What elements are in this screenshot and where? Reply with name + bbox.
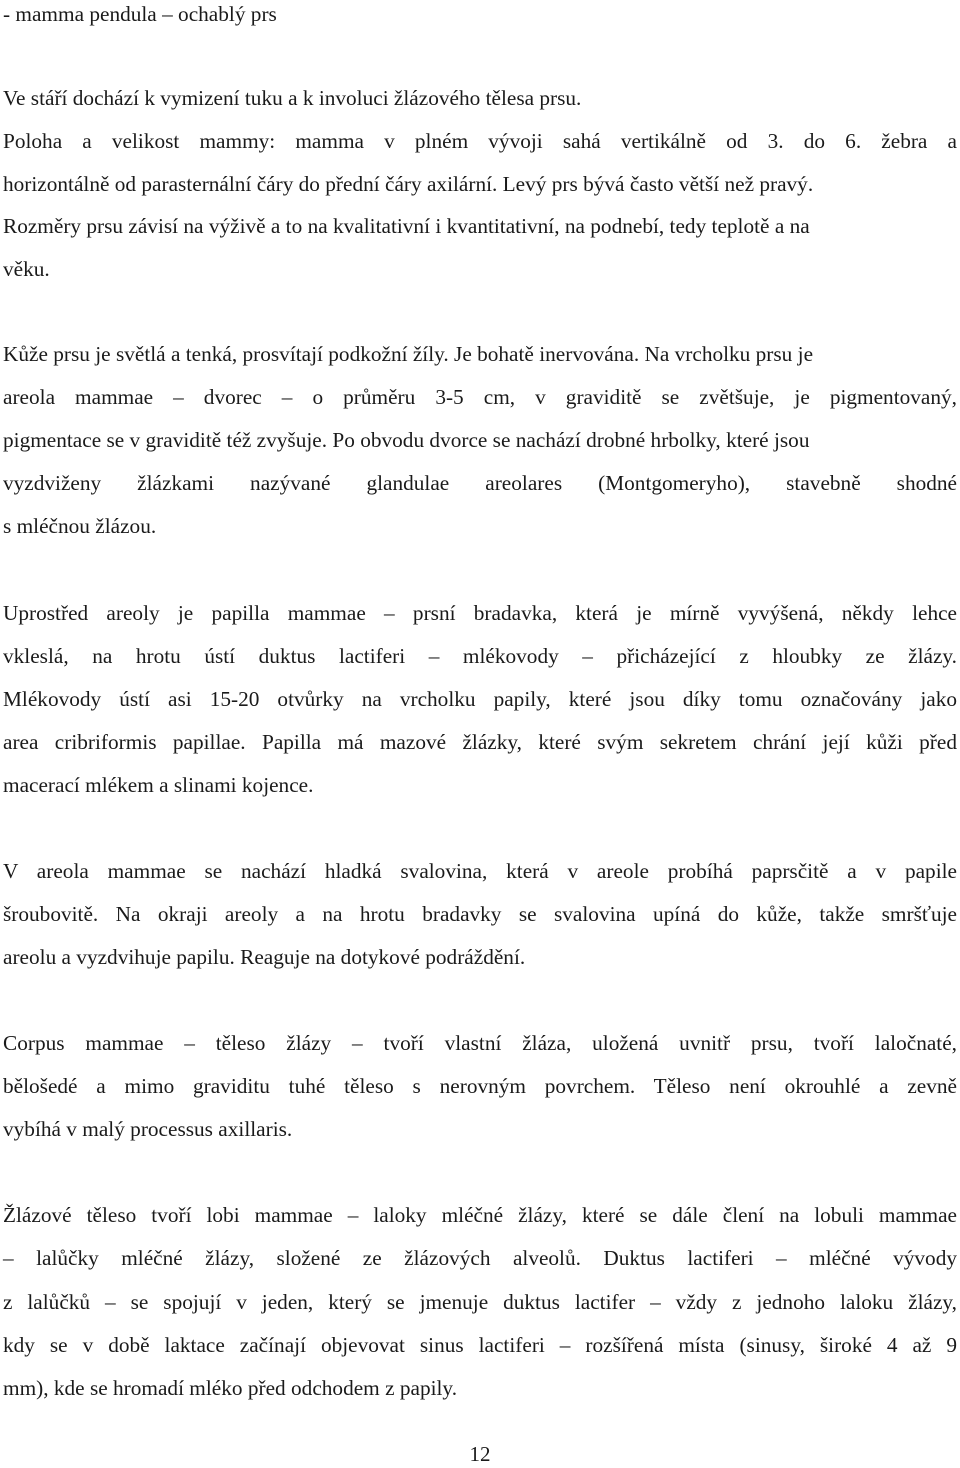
- text-line: Uprostřed areoly je papilla mammae – prsní bradavka, která je mírně vyvýšená, někdy lehce: [3, 601, 957, 625]
- text-line: Žlázové těleso tvoří lobi mammae – laloky mléčné žlázy, které se dále člení na lobuli mammae: [3, 1203, 957, 1227]
- text-line: pigmentace se v graviditě též zvyšuje. Po obvodu dvorce se nachází drobné hrbolky, které jsou: [3, 428, 810, 452]
- text-line: macerací mlékem a slinami kojence.: [3, 773, 314, 797]
- text-line: horizontálně od parasternální čáry do přední čáry axilární. Levý prs bývá často větší než pravý.: [3, 172, 814, 196]
- text-line: areola mammae – dvorec – o průměru 3-5 cm, v graviditě se zvětšuje, je pigmentovaný,: [3, 385, 957, 409]
- text-line: z lalůčků – se spojují v jeden, který se jmenuje duktus lactifer – vždy z jednoho laloku žlázy,: [3, 1290, 957, 1314]
- text-line: Kůže prsu je světlá a tenká, prosvítají podkožní žíly. Je bohatě inervována. Na vrcholku prsu je: [3, 342, 814, 366]
- text-line: areolu a vyzdvihuje papilu. Reaguje na dotykové podráždění.: [3, 945, 526, 969]
- text-line: Ve stáří dochází k vymizení tuku a k involuci žlázového tělesa prsu.: [3, 86, 582, 110]
- text-line: V areola mammae se nachází hladká svalovina, která v areole probíhá paprsčitě a v papile: [3, 859, 957, 883]
- text-line: – lalůčky mléčné žlázy, složené ze žlázových alveolů. Duktus lactiferi – mléčné vývody: [3, 1246, 957, 1270]
- text-line: vybíhá v malý processus axillaris.: [3, 1117, 293, 1141]
- text-line: vkleslá, na hrotu ústí duktus lactiferi – mlékovody – přicházející z hloubky ze žlázy.: [3, 644, 957, 668]
- text-line: Mlékovody ústí asi 15-20 otvůrky na vrcholku papily, které jsou díky tomu označovány jako: [3, 687, 957, 711]
- text-line: kdy se v době laktace začínají objevovat sinus lactiferi – rozšířená místa (sinusy, široké 4 až 9: [3, 1333, 957, 1357]
- text-line: Corpus mammae – těleso žlázy – tvoří vlastní žláza, uložená uvnitř prsu, tvoří laločnaté,: [3, 1031, 957, 1055]
- text-line: - mamma pendula – ochablý prs: [3, 2, 277, 26]
- page-number: 12: [469, 1442, 491, 1466]
- text-line: věku.: [3, 257, 50, 281]
- text-line: area cribriformis papillae. Papilla má mazové žlázky, které svým sekretem chrání její kůži před: [3, 730, 957, 754]
- text-line: šroubovitě. Na okraji areoly a na hrotu bradavky se svalovina upíná do kůže, takže smršťuje: [3, 902, 957, 926]
- text-line: vyzdviženy žlázkami nazývané glandulae areolares (Montgomeryho), stavebně shodné: [3, 471, 957, 495]
- text-line: Poloha a velikost mammy: mamma v plném vývoji sahá vertikálně od 3. do 6. žebra a: [3, 129, 957, 153]
- text-line: Rozměry prsu závisí na výživě a to na kvalitativní i kvantitativní, na podnebí, tedy teplotě a na: [3, 214, 810, 238]
- text-line: bělošedé a mimo graviditu tuhé těleso s nerovným povrchem. Těleso není okrouhlé a zevně: [3, 1074, 957, 1098]
- text-line: s mléčnou žlázou.: [3, 514, 157, 538]
- text-line: mm), kde se hromadí mléko před odchodem z papily.: [3, 1376, 458, 1400]
